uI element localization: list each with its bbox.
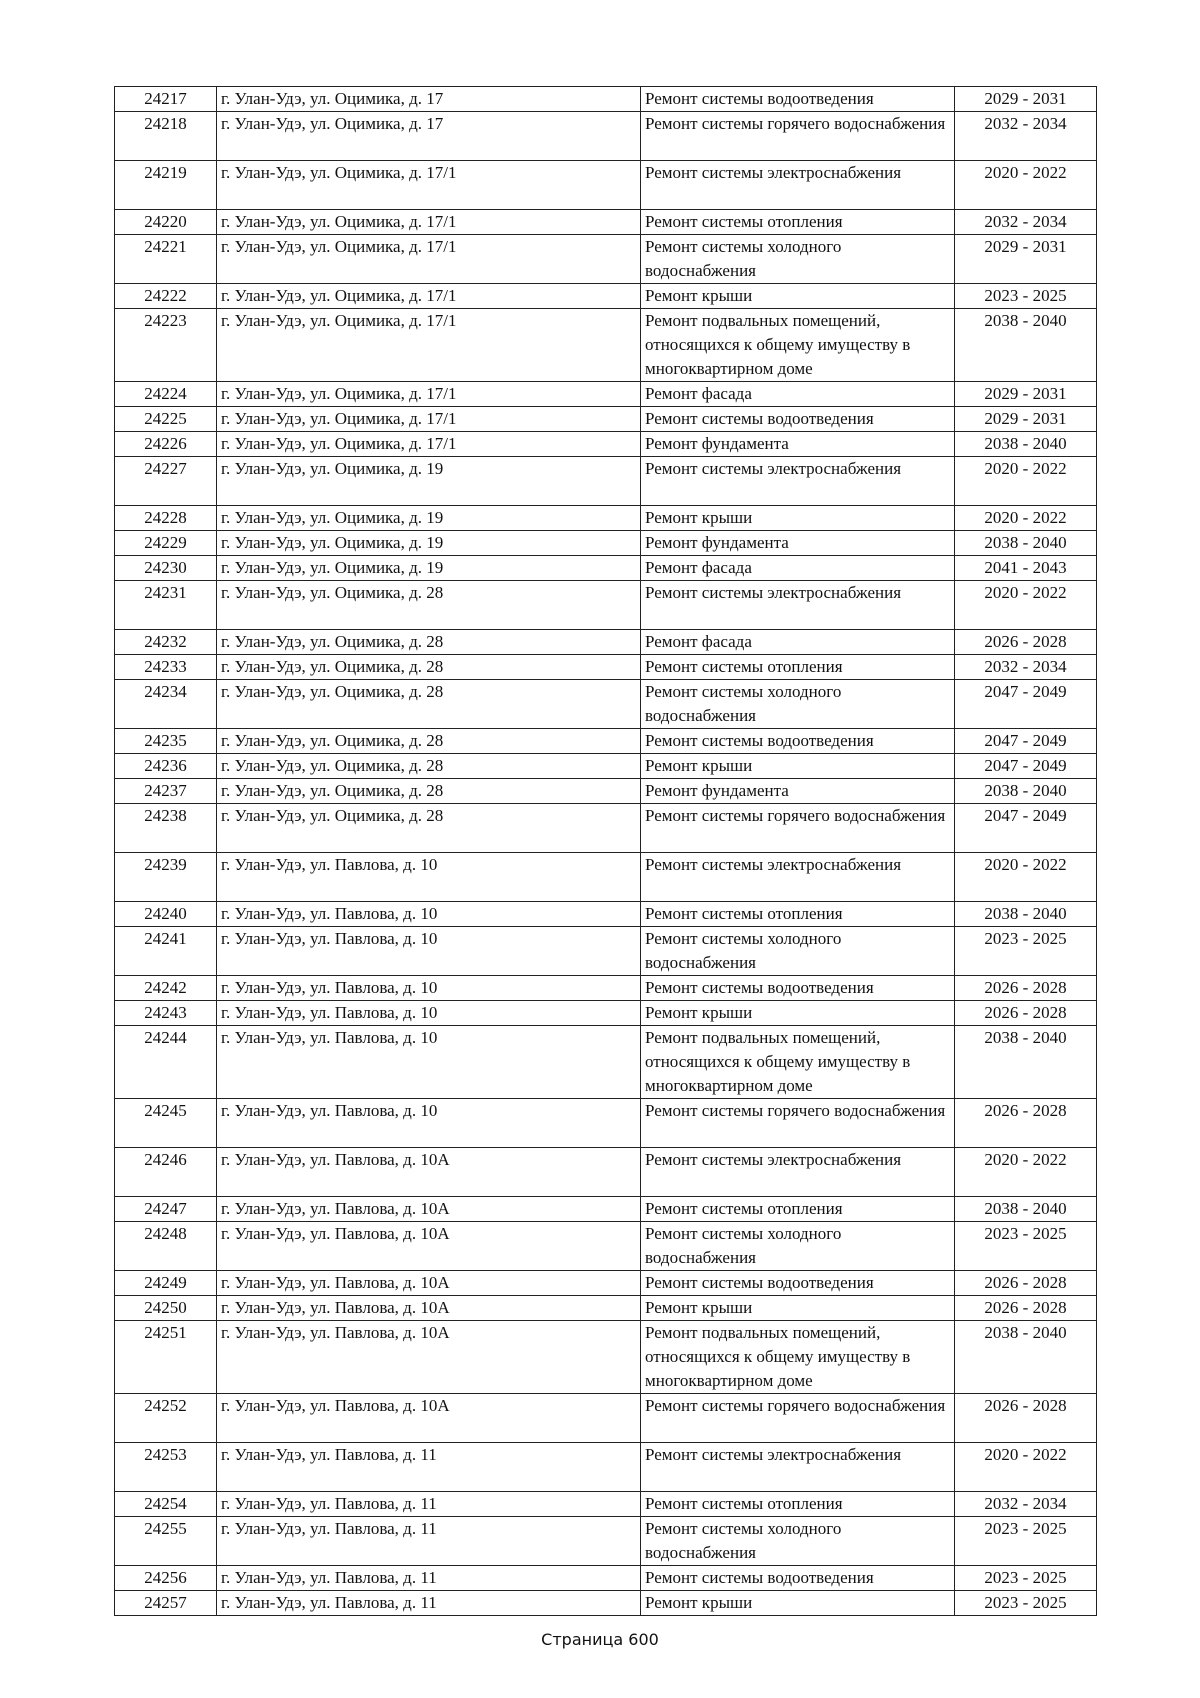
table-row xyxy=(115,1394,1097,1443)
address-cell: г. Улан-Удэ, ул. Оцимика, д. 17 xyxy=(217,87,641,112)
address-cell: г. Улан-Удэ, ул. Оцимика, д. 19 xyxy=(217,556,641,581)
row-number-cell: 24222 xyxy=(115,284,217,309)
address-cell: г. Улан-Удэ, ул. Оцимика, д. 28 xyxy=(217,754,641,779)
table-row xyxy=(115,581,1097,630)
work-type-cell: Ремонт системы отопления xyxy=(641,902,955,927)
address-cell: г. Улан-Удэ, ул. Павлова, д. 10 xyxy=(217,1026,641,1099)
period-cell: 2029 - 2031 xyxy=(955,87,1097,112)
table-row xyxy=(115,284,1097,309)
period-cell: 2023 - 2025 xyxy=(955,1566,1097,1591)
table-row xyxy=(115,1517,1097,1566)
period-cell: 2026 - 2028 xyxy=(955,1394,1097,1443)
table-row xyxy=(115,902,1097,927)
period-cell: 2023 - 2025 xyxy=(955,1222,1097,1271)
work-type-cell: Ремонт системы электроснабжения xyxy=(641,581,955,630)
work-type-cell: Ремонт системы водоотведения xyxy=(641,87,955,112)
period-cell: 2020 - 2022 xyxy=(955,457,1097,506)
work-type-cell: Ремонт системы электроснабжения xyxy=(641,161,955,210)
address-cell: г. Улан-Удэ, ул. Павлова, д. 11 xyxy=(217,1492,641,1517)
address-cell: г. Улан-Удэ, ул. Павлова, д. 10 xyxy=(217,902,641,927)
row-number-cell: 24254 xyxy=(115,1492,217,1517)
work-type-cell: Ремонт крыши xyxy=(641,1591,955,1616)
row-number-cell: 24249 xyxy=(115,1271,217,1296)
period-cell: 2047 - 2049 xyxy=(955,680,1097,729)
period-cell: 2038 - 2040 xyxy=(955,1197,1097,1222)
period-cell: 2038 - 2040 xyxy=(955,1321,1097,1394)
row-number-cell: 24245 xyxy=(115,1099,217,1148)
table-row xyxy=(115,655,1097,680)
table-row xyxy=(115,1222,1097,1271)
table-row xyxy=(115,1492,1097,1517)
work-type-cell: Ремонт системы горячего водоснабжения xyxy=(641,1394,955,1443)
row-number-cell: 24251 xyxy=(115,1321,217,1394)
row-number-cell: 24247 xyxy=(115,1197,217,1222)
table-row xyxy=(115,1443,1097,1492)
period-cell: 2032 - 2034 xyxy=(955,655,1097,680)
address-cell: г. Улан-Удэ, ул. Павлова, д. 10 xyxy=(217,853,641,902)
address-cell: г. Улан-Удэ, ул. Оцимика, д. 17/1 xyxy=(217,309,641,382)
row-number-cell: 24252 xyxy=(115,1394,217,1443)
work-type-cell: Ремонт системы водоотведения xyxy=(641,1271,955,1296)
address-cell: г. Улан-Удэ, ул. Оцимика, д. 17 xyxy=(217,112,641,161)
address-cell: г. Улан-Удэ, ул. Оцимика, д. 28 xyxy=(217,630,641,655)
period-cell: 2032 - 2034 xyxy=(955,112,1097,161)
period-cell: 2026 - 2028 xyxy=(955,1296,1097,1321)
address-cell: г. Улан-Удэ, ул. Павлова, д. 10А xyxy=(217,1321,641,1394)
period-cell: 2047 - 2049 xyxy=(955,754,1097,779)
row-number-cell: 24255 xyxy=(115,1517,217,1566)
row-number-cell: 24244 xyxy=(115,1026,217,1099)
period-cell: 2023 - 2025 xyxy=(955,284,1097,309)
address-cell: г. Улан-Удэ, ул. Павлова, д. 10А xyxy=(217,1271,641,1296)
work-type-cell: Ремонт системы водоотведения xyxy=(641,407,955,432)
table-row xyxy=(115,87,1097,112)
address-cell: г. Улан-Удэ, ул. Оцимика, д. 17/1 xyxy=(217,382,641,407)
period-cell: 2020 - 2022 xyxy=(955,581,1097,630)
table-row xyxy=(115,210,1097,235)
address-cell: г. Улан-Удэ, ул. Оцимика, д. 28 xyxy=(217,804,641,853)
address-cell: г. Улан-Удэ, ул. Павлова, д. 10А xyxy=(217,1296,641,1321)
works-table xyxy=(114,86,1097,1616)
table-row xyxy=(115,1026,1097,1099)
row-number-cell: 24219 xyxy=(115,161,217,210)
row-number-cell: 24229 xyxy=(115,531,217,556)
period-cell: 2038 - 2040 xyxy=(955,1026,1097,1099)
row-number-cell: 24230 xyxy=(115,556,217,581)
table-row xyxy=(115,680,1097,729)
address-cell: г. Улан-Удэ, ул. Оцимика, д. 17/1 xyxy=(217,432,641,457)
work-type-cell: Ремонт крыши xyxy=(641,1296,955,1321)
work-type-cell: Ремонт системы отопления xyxy=(641,210,955,235)
table-row xyxy=(115,1296,1097,1321)
row-number-cell: 24217 xyxy=(115,87,217,112)
table-row xyxy=(115,432,1097,457)
address-cell: г. Улан-Удэ, ул. Оцимика, д. 19 xyxy=(217,457,641,506)
table-row xyxy=(115,1271,1097,1296)
period-cell: 2023 - 2025 xyxy=(955,927,1097,976)
address-cell: г. Улан-Удэ, ул. Оцимика, д. 28 xyxy=(217,779,641,804)
row-number-cell: 24239 xyxy=(115,853,217,902)
period-cell: 2023 - 2025 xyxy=(955,1591,1097,1616)
address-cell: г. Улан-Удэ, ул. Павлова, д. 10А xyxy=(217,1197,641,1222)
address-cell: г. Улан-Удэ, ул. Павлова, д. 10 xyxy=(217,927,641,976)
work-type-cell: Ремонт системы холодного водоснабжения xyxy=(641,235,955,284)
work-type-cell: Ремонт системы холодного водоснабжения xyxy=(641,1222,955,1271)
row-number-cell: 24226 xyxy=(115,432,217,457)
row-number-cell: 24242 xyxy=(115,976,217,1001)
period-cell: 2026 - 2028 xyxy=(955,1099,1097,1148)
work-type-cell: Ремонт фасада xyxy=(641,556,955,581)
table-row xyxy=(115,853,1097,902)
period-cell: 2038 - 2040 xyxy=(955,531,1097,556)
table-row xyxy=(115,407,1097,432)
address-cell: г. Улан-Удэ, ул. Оцимика, д. 28 xyxy=(217,581,641,630)
work-type-cell: Ремонт системы отопления xyxy=(641,655,955,680)
address-cell: г. Улан-Удэ, ул. Оцимика, д. 17/1 xyxy=(217,407,641,432)
address-cell: г. Улан-Удэ, ул. Павлова, д. 10 xyxy=(217,976,641,1001)
work-type-cell: Ремонт крыши xyxy=(641,284,955,309)
row-number-cell: 24221 xyxy=(115,235,217,284)
address-cell: г. Улан-Удэ, ул. Павлова, д. 11 xyxy=(217,1591,641,1616)
work-type-cell: Ремонт фасада xyxy=(641,630,955,655)
work-type-cell: Ремонт фундамента xyxy=(641,432,955,457)
work-type-cell: Ремонт системы водоотведения xyxy=(641,729,955,754)
work-type-cell: Ремонт системы отопления xyxy=(641,1492,955,1517)
table-row xyxy=(115,1566,1097,1591)
period-cell: 2038 - 2040 xyxy=(955,432,1097,457)
work-type-cell: Ремонт системы электроснабжения xyxy=(641,853,955,902)
address-cell: г. Улан-Удэ, ул. Оцимика, д. 17/1 xyxy=(217,161,641,210)
work-type-cell: Ремонт системы горячего водоснабжения xyxy=(641,804,955,853)
table-row xyxy=(115,1148,1097,1197)
work-type-cell: Ремонт системы холодного водоснабжения xyxy=(641,927,955,976)
period-cell: 2023 - 2025 xyxy=(955,1517,1097,1566)
table-row xyxy=(115,161,1097,210)
row-number-cell: 24257 xyxy=(115,1591,217,1616)
table-row xyxy=(115,927,1097,976)
work-type-cell: Ремонт подвальных помещений, относящихся к общему имуществу в многоквартирном доме xyxy=(641,309,955,382)
table-row xyxy=(115,630,1097,655)
address-cell: г. Улан-Удэ, ул. Павлова, д. 10А xyxy=(217,1222,641,1271)
row-number-cell: 24220 xyxy=(115,210,217,235)
period-cell: 2026 - 2028 xyxy=(955,1001,1097,1026)
address-cell: г. Улан-Удэ, ул. Оцимика, д. 28 xyxy=(217,680,641,729)
row-number-cell: 24237 xyxy=(115,779,217,804)
table-row xyxy=(115,382,1097,407)
work-type-cell: Ремонт системы электроснабжения xyxy=(641,1148,955,1197)
row-number-cell: 24228 xyxy=(115,506,217,531)
address-cell: г. Улан-Удэ, ул. Павлова, д. 11 xyxy=(217,1517,641,1566)
page-number: Страница 600 xyxy=(541,1630,659,1649)
work-type-cell: Ремонт крыши xyxy=(641,754,955,779)
work-type-cell: Ремонт подвальных помещений, относящихся к общему имуществу в многоквартирном доме xyxy=(641,1321,955,1394)
table-row xyxy=(115,779,1097,804)
table-row xyxy=(115,457,1097,506)
row-number-cell: 24232 xyxy=(115,630,217,655)
period-cell: 2020 - 2022 xyxy=(955,853,1097,902)
period-cell: 2029 - 2031 xyxy=(955,382,1097,407)
work-type-cell: Ремонт подвальных помещений, относящихся к общему имуществу в многоквартирном доме xyxy=(641,1026,955,1099)
work-type-cell: Ремонт фасада xyxy=(641,382,955,407)
address-cell: г. Улан-Удэ, ул. Оцимика, д. 28 xyxy=(217,729,641,754)
row-number-cell: 24234 xyxy=(115,680,217,729)
table-row xyxy=(115,235,1097,284)
address-cell: г. Улан-Удэ, ул. Павлова, д. 11 xyxy=(217,1566,641,1591)
period-cell: 2038 - 2040 xyxy=(955,779,1097,804)
works-table-body xyxy=(115,87,1097,1616)
address-cell: г. Улан-Удэ, ул. Павлова, д. 10 xyxy=(217,1001,641,1026)
row-number-cell: 24223 xyxy=(115,309,217,382)
row-number-cell: 24253 xyxy=(115,1443,217,1492)
table-row xyxy=(115,531,1097,556)
period-cell: 2032 - 2034 xyxy=(955,1492,1097,1517)
row-number-cell: 24227 xyxy=(115,457,217,506)
table-row xyxy=(115,112,1097,161)
period-cell: 2020 - 2022 xyxy=(955,1148,1097,1197)
row-number-cell: 24238 xyxy=(115,804,217,853)
table-row xyxy=(115,1197,1097,1222)
row-number-cell: 24243 xyxy=(115,1001,217,1026)
row-number-cell: 24225 xyxy=(115,407,217,432)
address-cell: г. Улан-Удэ, ул. Павлова, д. 10 xyxy=(217,1099,641,1148)
work-type-cell: Ремонт системы отопления xyxy=(641,1197,955,1222)
period-cell: 2026 - 2028 xyxy=(955,1271,1097,1296)
row-number-cell: 24240 xyxy=(115,902,217,927)
work-type-cell: Ремонт системы холодного водоснабжения xyxy=(641,680,955,729)
address-cell: г. Улан-Удэ, ул. Оцимика, д. 19 xyxy=(217,506,641,531)
period-cell: 2029 - 2031 xyxy=(955,407,1097,432)
work-type-cell: Ремонт фундамента xyxy=(641,531,955,556)
address-cell: г. Улан-Удэ, ул. Оцимика, д. 17/1 xyxy=(217,210,641,235)
work-type-cell: Ремонт системы горячего водоснабжения xyxy=(641,112,955,161)
row-number-cell: 24218 xyxy=(115,112,217,161)
row-number-cell: 24250 xyxy=(115,1296,217,1321)
table-row xyxy=(115,804,1097,853)
row-number-cell: 24248 xyxy=(115,1222,217,1271)
row-number-cell: 24224 xyxy=(115,382,217,407)
period-cell: 2032 - 2034 xyxy=(955,210,1097,235)
work-type-cell: Ремонт системы водоотведения xyxy=(641,976,955,1001)
table-row xyxy=(115,976,1097,1001)
row-number-cell: 24256 xyxy=(115,1566,217,1591)
address-cell: г. Улан-Удэ, ул. Павлова, д. 10А xyxy=(217,1148,641,1197)
row-number-cell: 24231 xyxy=(115,581,217,630)
table-row xyxy=(115,309,1097,382)
work-type-cell: Ремонт крыши xyxy=(641,1001,955,1026)
table-row xyxy=(115,506,1097,531)
work-type-cell: Ремонт системы электроснабжения xyxy=(641,1443,955,1492)
work-type-cell: Ремонт системы водоотведения xyxy=(641,1566,955,1591)
period-cell: 2020 - 2022 xyxy=(955,161,1097,210)
address-cell: г. Улан-Удэ, ул. Оцимика, д. 17/1 xyxy=(217,235,641,284)
work-type-cell: Ремонт системы горячего водоснабжения xyxy=(641,1099,955,1148)
table-row xyxy=(115,1591,1097,1616)
address-cell: г. Улан-Удэ, ул. Оцимика, д. 17/1 xyxy=(217,284,641,309)
address-cell: г. Улан-Удэ, ул. Оцимика, д. 19 xyxy=(217,531,641,556)
row-number-cell: 24241 xyxy=(115,927,217,976)
row-number-cell: 24246 xyxy=(115,1148,217,1197)
table-row xyxy=(115,754,1097,779)
period-cell: 2026 - 2028 xyxy=(955,976,1097,1001)
period-cell: 2038 - 2040 xyxy=(955,902,1097,927)
table-row xyxy=(115,1001,1097,1026)
work-type-cell: Ремонт системы холодного водоснабжения xyxy=(641,1517,955,1566)
period-cell: 2047 - 2049 xyxy=(955,729,1097,754)
period-cell: 2020 - 2022 xyxy=(955,506,1097,531)
address-cell: г. Улан-Удэ, ул. Павлова, д. 10А xyxy=(217,1394,641,1443)
work-type-cell: Ремонт фундамента xyxy=(641,779,955,804)
period-cell: 2041 - 2043 xyxy=(955,556,1097,581)
period-cell: 2047 - 2049 xyxy=(955,804,1097,853)
table-row xyxy=(115,1321,1097,1394)
work-type-cell: Ремонт крыши xyxy=(641,506,955,531)
work-type-cell: Ремонт системы электроснабжения xyxy=(641,457,955,506)
row-number-cell: 24236 xyxy=(115,754,217,779)
period-cell: 2026 - 2028 xyxy=(955,630,1097,655)
address-cell: г. Улан-Удэ, ул. Оцимика, д. 28 xyxy=(217,655,641,680)
row-number-cell: 24235 xyxy=(115,729,217,754)
period-cell: 2038 - 2040 xyxy=(955,309,1097,382)
period-cell: 2029 - 2031 xyxy=(955,235,1097,284)
table-row xyxy=(115,1099,1097,1148)
table-row xyxy=(115,556,1097,581)
row-number-cell: 24233 xyxy=(115,655,217,680)
table-row xyxy=(115,729,1097,754)
address-cell: г. Улан-Удэ, ул. Павлова, д. 11 xyxy=(217,1443,641,1492)
period-cell: 2020 - 2022 xyxy=(955,1443,1097,1492)
